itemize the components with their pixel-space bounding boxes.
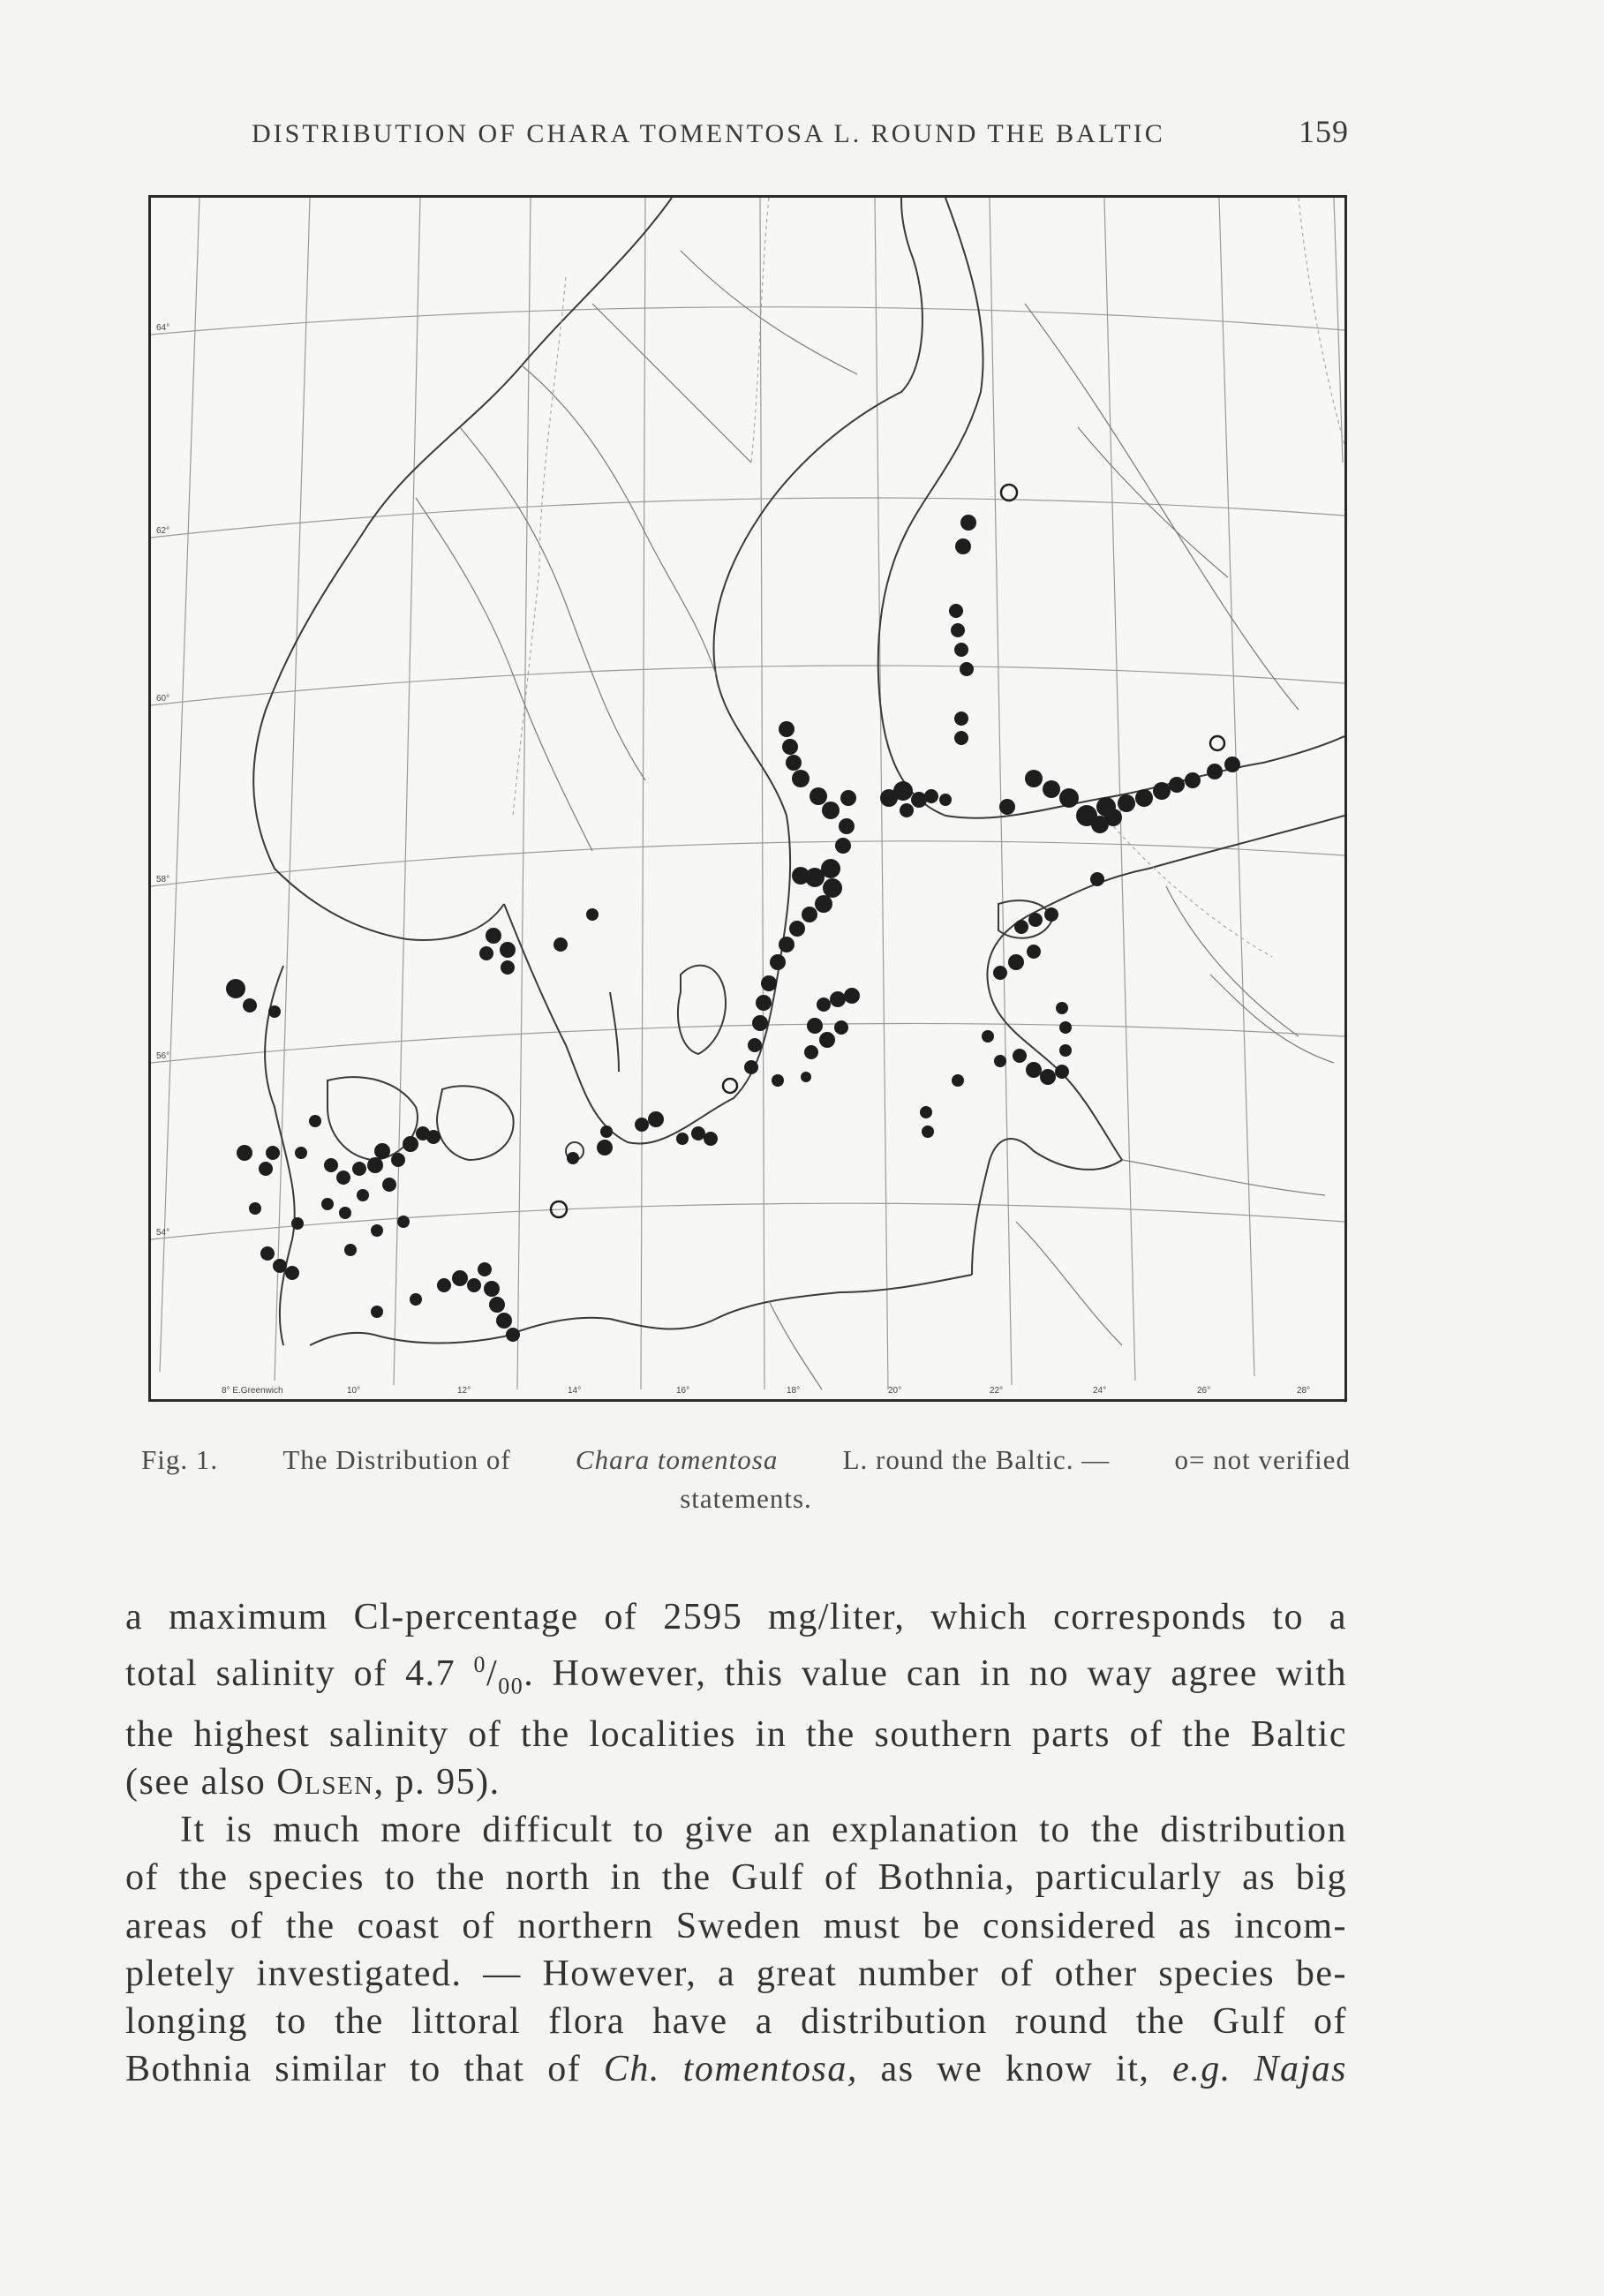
longitude-labels [222, 1386, 1310, 1396]
lon-label-12: 12° [457, 1386, 471, 1396]
text-line: a maximum Cl-percentage of 2595 mg/liter, which corresponds to a [125, 1597, 1347, 1637]
caption-text-after: L. round the Baltic. — [842, 1444, 1111, 1475]
lon-label-22: 22° [990, 1386, 1004, 1396]
text-line: of the species to the north in the Gulf of Bothnia, particularly as big [125, 1857, 1347, 1899]
caption-text-before: The Distribution of [282, 1444, 511, 1475]
lon-label-28: 28° [1297, 1386, 1311, 1396]
lon-label-10: 10° [347, 1386, 361, 1396]
lon-label-16: 16° [676, 1386, 690, 1396]
text-line [125, 1641, 1347, 1711]
border-lines [513, 198, 1344, 957]
map-drawing [151, 198, 1344, 1399]
lat-label-56: 56° [156, 1051, 170, 1061]
running-header [252, 113, 1349, 150]
lon-label-20: 20° [888, 1386, 902, 1396]
genus-name: Najas [1231, 2049, 1348, 2090]
distribution-map [148, 195, 1347, 1402]
caption-line-1 [141, 1441, 1351, 1479]
lat-label-60: 60° [156, 694, 170, 704]
author-name: Olsen [276, 1762, 374, 1803]
paragraph-2 [125, 1806, 1347, 2093]
lon-label-26: 26° [1197, 1386, 1211, 1396]
lon-label-24: 24° [1093, 1386, 1107, 1396]
inland-lines [416, 251, 1334, 1389]
lat-label-58: 58° [156, 875, 170, 885]
text-line [125, 2045, 1347, 2093]
lat-label-62: 62° [156, 526, 170, 536]
text-line [125, 1758, 1347, 1806]
caption-species: Chara tomentosa [575, 1444, 779, 1475]
text-line: It is much more difficult to give an explanation to the distribution [180, 1810, 1347, 1851]
species-name: Ch. tomentosa, [603, 2049, 858, 2090]
permille-sub: 00 [498, 1673, 524, 1699]
caption-legend [1174, 1441, 1351, 1479]
abbreviation-eg: e.g. [1172, 2049, 1231, 2090]
graticule-parallels [151, 307, 1344, 1239]
latitude-labels [156, 323, 169, 1238]
paragraph-1 [125, 1593, 1347, 1806]
text-line: areas of the coast of northern Sweden must be considered as incom- [125, 1905, 1347, 1946]
text-line: longing to the littoral flora have a distribution round the Gulf of [125, 2001, 1347, 2043]
text-span: , p. 95). [373, 1762, 501, 1803]
running-title: DISTRIBUTION OF CHARA TOMENTOSA L. ROUND THE BALTIC [252, 119, 1165, 148]
body-text [125, 1593, 1347, 2093]
text-span: (see also [125, 1762, 277, 1803]
permille-sup: 0 [473, 1652, 487, 1678]
permille-slash: / [486, 1653, 499, 1695]
figure-caption [141, 1441, 1351, 1518]
unverified-locality-markers [551, 485, 1224, 1217]
lon-label-8: 8° E.Greenwich [222, 1386, 283, 1396]
lat-label-54: 54° [156, 1228, 170, 1238]
text-span: as we know it, [857, 2049, 1173, 2090]
verified-locality-markers [226, 515, 1240, 1342]
caption-line-2: statements. [680, 1483, 812, 1514]
text-span: . However, this value can in no way agree with [523, 1653, 1348, 1695]
text-span: Bothnia similar to that of [125, 2049, 604, 2090]
text-span: total salinity of 4.7 [125, 1653, 474, 1695]
caption-fig-label: Fig. 1. [141, 1444, 219, 1475]
text-line: the highest salinity of the localities in the southern parts of the Baltic [125, 1713, 1347, 1755]
lon-label-18: 18° [787, 1386, 801, 1396]
caption-legend-text: = not verified [1188, 1444, 1351, 1475]
lat-label-64: 64° [156, 323, 170, 333]
text-line: pletely investigated. — However, a great number of other species be- [125, 1953, 1347, 1994]
lon-label-14: 14° [568, 1386, 582, 1396]
page-number: 159 [1299, 114, 1349, 149]
caption-legend-symbol: o [1174, 1444, 1189, 1475]
